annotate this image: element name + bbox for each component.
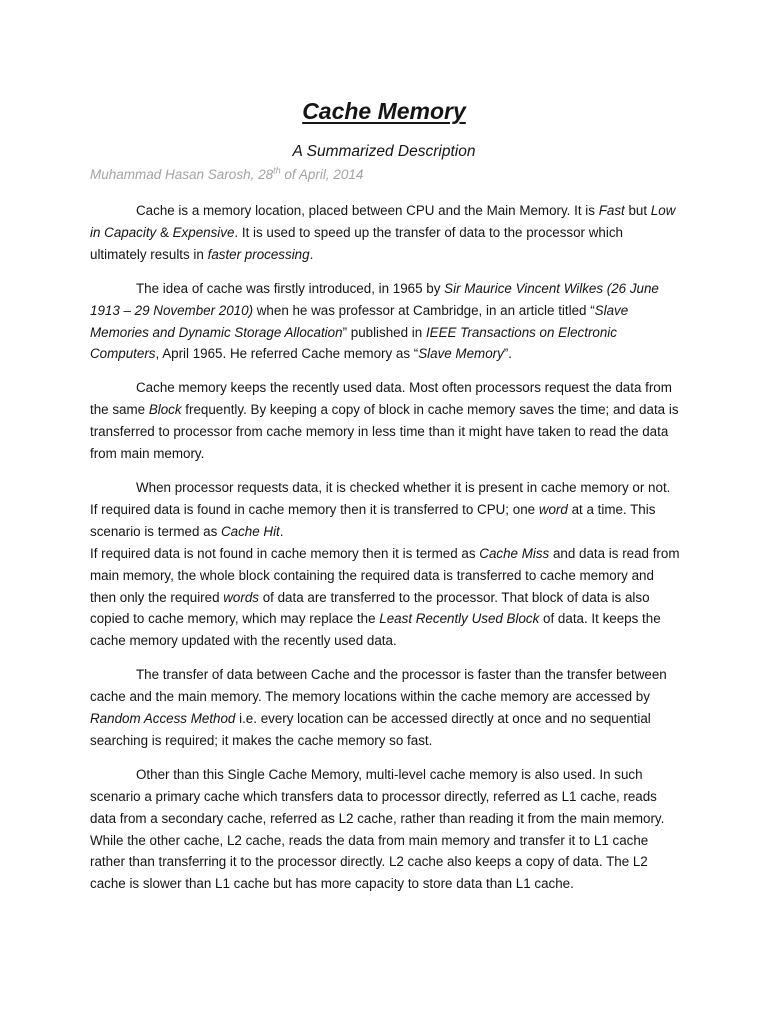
italic-text: Random Access Method: [90, 711, 236, 727]
paragraph-text: Other than this Single Cache Memory, multi-level cache memory is also used. In such scenario a primary cache which transfers data to processor directly, referred as L1 cache, reads data from a secondary cache, referred as L2 cache, rather than reading it from the main memory. While the other cache, L2 cache, reads the data from main memory and transfer it to L1 cache rather than transferring it to the processor directly. L2 cache also keeps a copy of data. The L2 cache is slower than L1 cache but has more capacity to store data than L1 cache.: [90, 766, 665, 892]
italic-text: Cache Miss: [479, 545, 550, 561]
paragraph-text: but: [624, 203, 651, 218]
paragraph-text: frequently. By keeping a copy of block in cache memory saves the time; and data is transferred to processor from cache memory in less time than it might have taken to read the data from main memory.: [90, 402, 679, 462]
paragraph-p5: [90, 543, 680, 653]
italic-text: Slave Memories and Dynamic Storage Allocation: [90, 302, 629, 340]
paragraph-text: &: [156, 224, 173, 240]
paragraph-text: at a time. This scenario is termed as: [90, 501, 656, 539]
paragraph-text: .: [279, 523, 284, 539]
paragraph-p6: [90, 664, 680, 752]
paragraph-text: , April 1965. He referred Cache memory as “: [155, 346, 419, 362]
paragraph-text: . It is used to speed up the transfer of data to the processor which ultimately results in: [90, 224, 623, 262]
paragraph-text: of data are transferred to the processor. That block of data is also copied to cache memory, which may replace the: [90, 589, 650, 627]
italic-text: Slave Memory: [418, 346, 504, 362]
paragraph-text: i.e. every location can be accessed directly at once and no sequential searching is required; it makes the cache memory so fast.: [90, 711, 651, 748]
paragraph-text: ” published in: [342, 324, 426, 340]
italic-text: words: [223, 589, 259, 605]
document-title: Cache Memory: [302, 98, 466, 124]
paragraph-p2: [90, 278, 680, 366]
italic-text: Least Recently Used Block: [379, 611, 540, 627]
paragraph-p3: [90, 377, 680, 465]
paragraph-text: when he was professor at Cambridge, in an article titled “: [253, 302, 595, 318]
italic-text: Cache Hit: [220, 523, 280, 539]
paragraph-text: Cache memory keeps the recently used data. Most often processors request the data from the same: [90, 380, 672, 418]
italic-text: Expensive: [172, 224, 235, 240]
paragraph-text: ”.: [503, 346, 512, 362]
byline-date: of April, 2014: [280, 167, 364, 182]
paragraph-text: The transfer of data between Cache and the processor is faster than the transfer between cache and the main memory. The memory locations within the cache memory are accessed by: [90, 667, 667, 705]
paragraph-p1: [90, 200, 680, 266]
paragraph-p7: [90, 764, 680, 895]
author-byline: [90, 164, 363, 186]
italic-text: Fast: [598, 203, 625, 218]
italic-text: Block: [148, 402, 182, 418]
italic-text: IEEE Transactions on Electronic Computers: [90, 324, 617, 362]
paragraph-text: When processor requests data, it is checked whether it is present in cache memory or not. If required data is found in cache memory then it is transferred to CPU; one: [90, 479, 671, 517]
paragraph-text: Cache is a memory location, placed between CPU and the Main Memory. It is: [136, 203, 599, 218]
paragraph-text: of data. It keeps the cache memory updated with the recently used data.: [90, 611, 661, 649]
italic-text: word: [538, 501, 568, 517]
italic-text: Low in Capacity: [90, 203, 676, 240]
italic-text: faster processing: [207, 246, 310, 262]
paragraph-p4: [90, 477, 680, 543]
paragraph-text: The idea of cache was firstly introduced, in 1965 by: [136, 280, 445, 296]
byline-superscript: th: [273, 165, 281, 176]
italic-text: Sir Maurice Vincent Wilkes (26 June 1913 – 29 November 2010): [90, 280, 659, 318]
paragraph-text: and data is read from main memory, the whole block containing the required data is transferred to cache memory and then only the required: [90, 545, 680, 605]
paragraph-text: .: [309, 246, 314, 262]
byline-text: Muhammad Hasan Sarosh, 28: [90, 167, 274, 182]
paragraph-text: If required data is not found in cache memory then it is termed as: [90, 545, 480, 561]
document-body: [90, 200, 680, 895]
document-subtitle: A Summarized Description: [292, 143, 476, 160]
